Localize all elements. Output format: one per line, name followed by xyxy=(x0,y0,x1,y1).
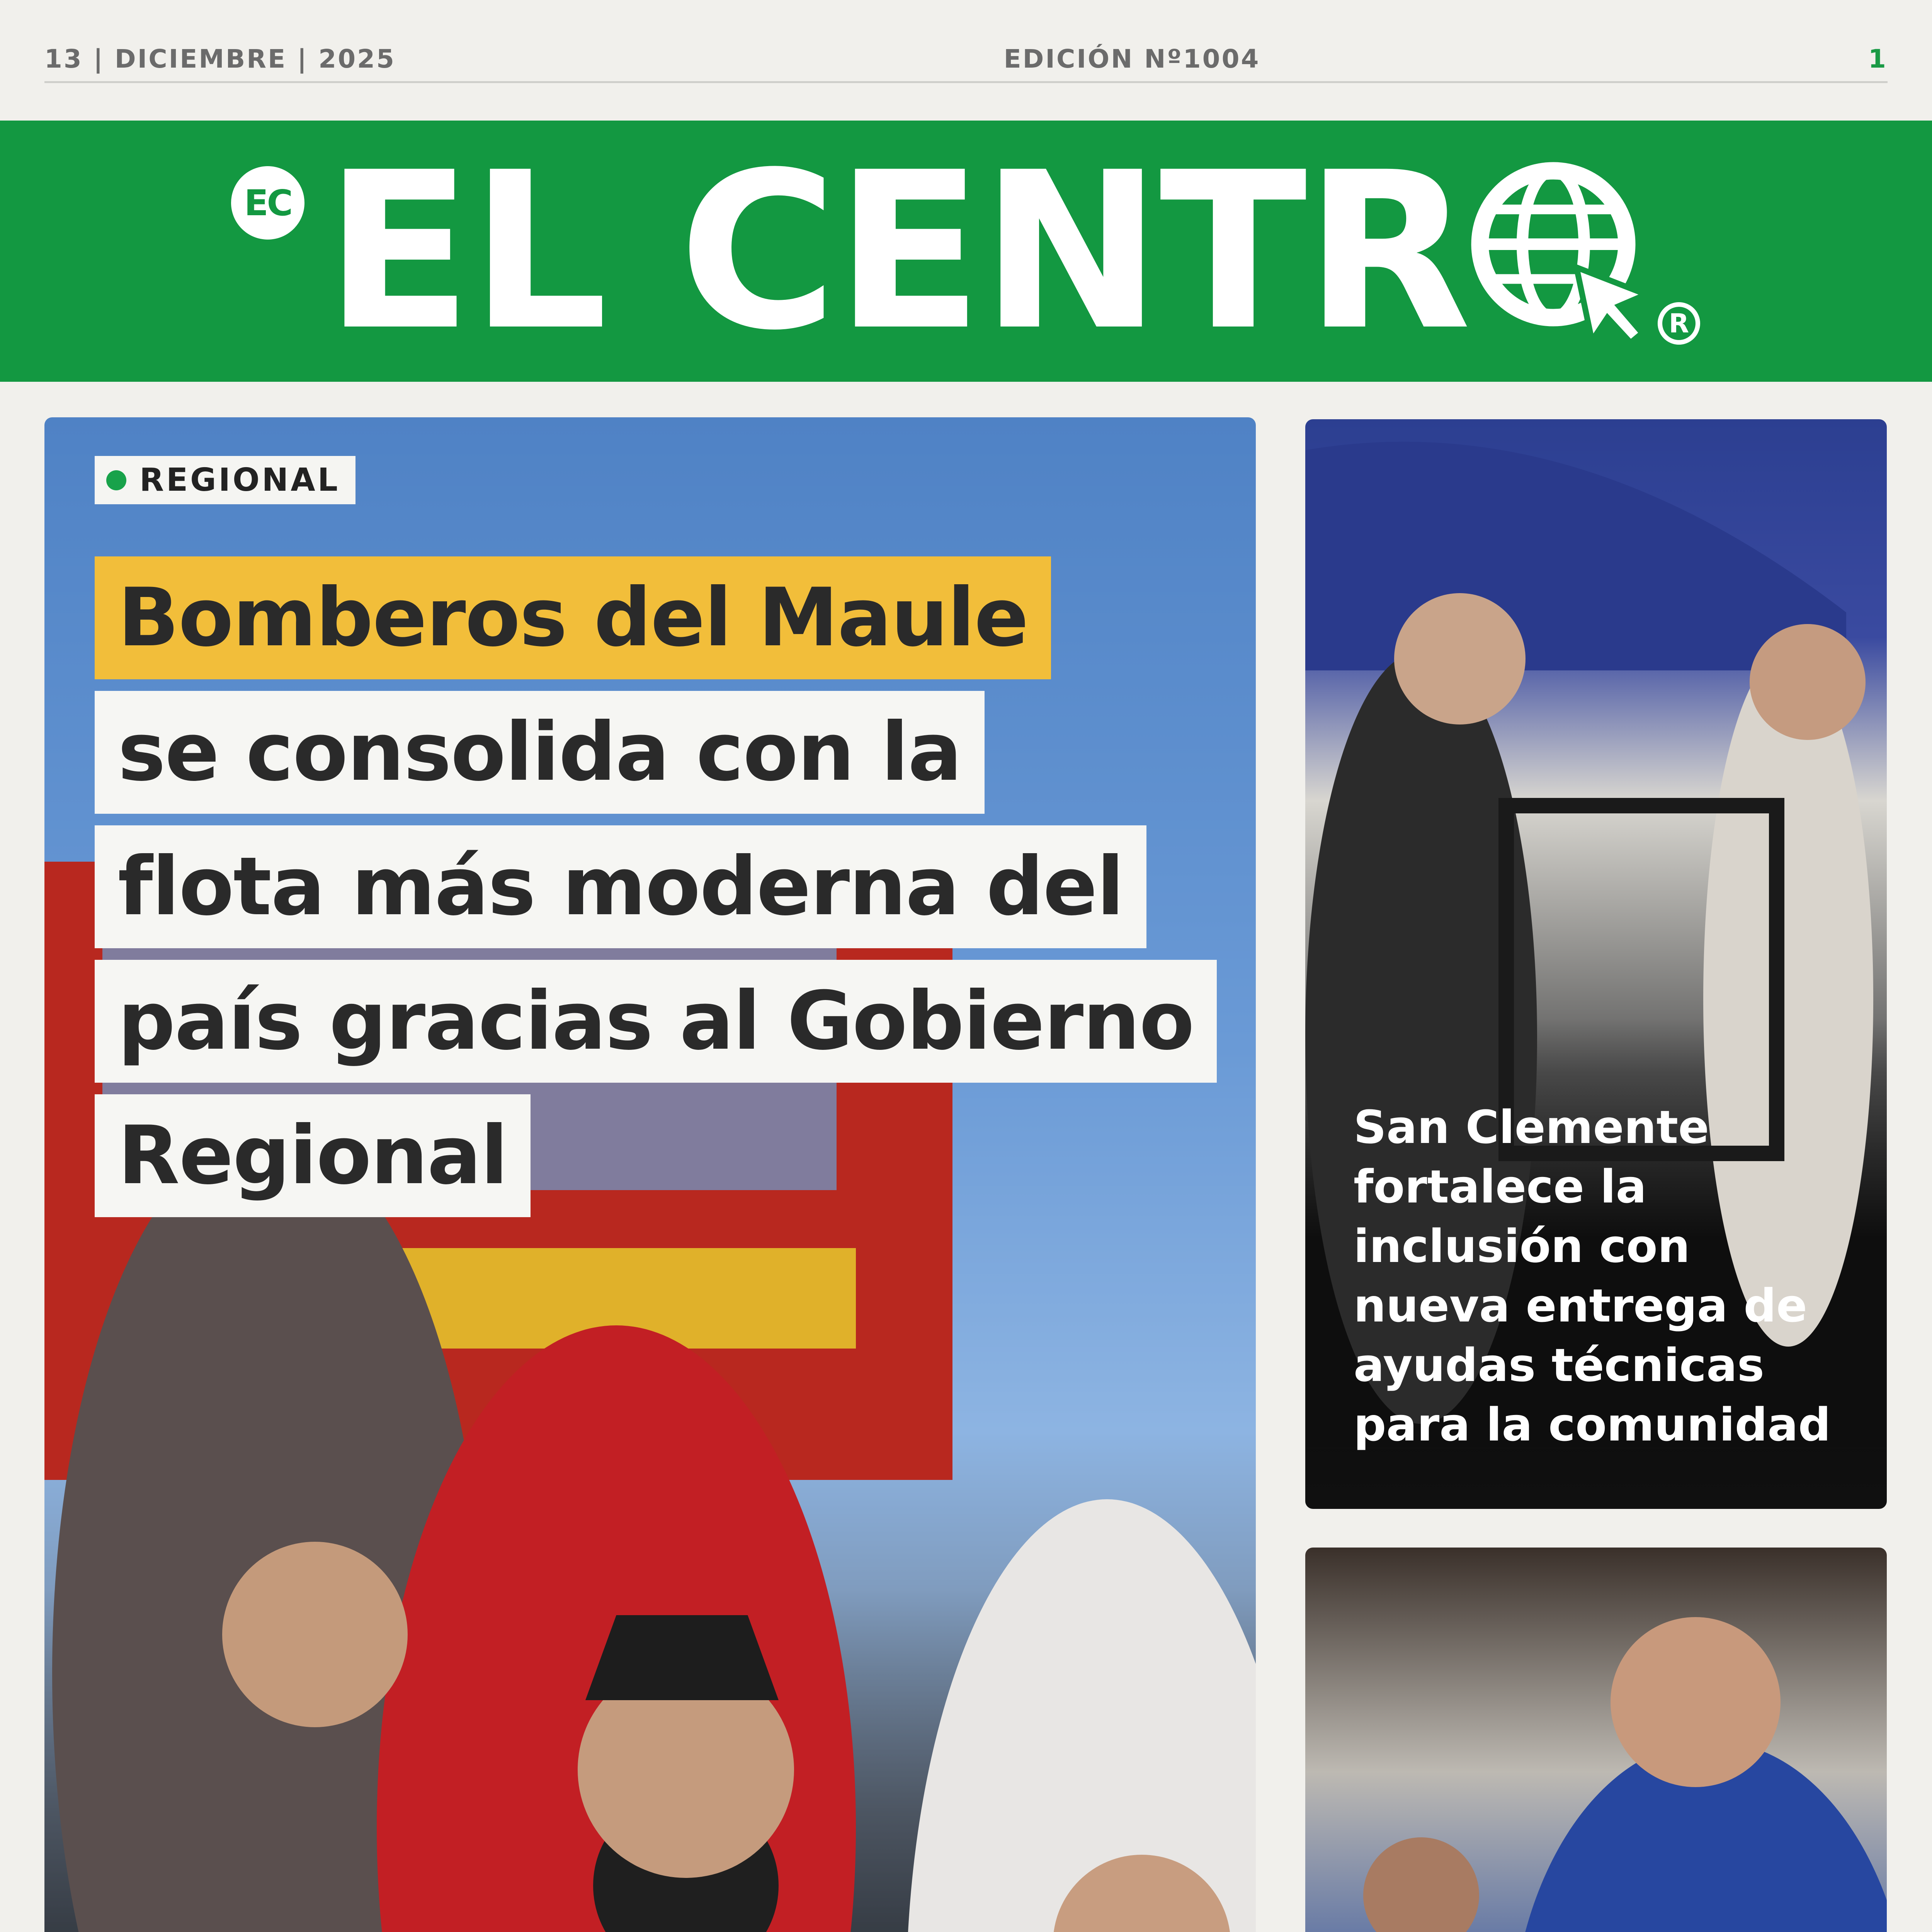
headline-line: Regional xyxy=(95,1094,531,1217)
title-line: para la comunidad xyxy=(1354,1398,1831,1451)
headline-line: país gracias al Gobierno xyxy=(95,960,1217,1083)
section-tag xyxy=(95,456,355,504)
title-line: inclusión con xyxy=(1354,1219,1690,1273)
title-line: ayudas técnicas xyxy=(1354,1338,1764,1392)
headline-line: Bomberos del Maule xyxy=(95,556,1051,679)
ec-badge-logo: EC xyxy=(231,166,304,240)
registered-mark: R xyxy=(1658,302,1700,345)
side-story-card[interactable] xyxy=(1305,1548,1887,1932)
side-story-title xyxy=(1354,1097,1864,1454)
meta-bar xyxy=(44,37,1888,83)
headline-line: se consolida con la xyxy=(95,691,985,814)
newspaper-name: EL CENTR xyxy=(325,126,1469,378)
main-story-card[interactable] xyxy=(44,417,1256,1932)
section-label: REGIONAL xyxy=(139,462,340,498)
section-dot-icon xyxy=(106,470,126,490)
side-story-photo xyxy=(1305,1548,1887,1932)
title-line: San Clemente xyxy=(1354,1100,1709,1154)
side-story-card[interactable] xyxy=(1305,419,1887,1509)
globe-cursor-icon xyxy=(1464,155,1658,349)
issue-date: 13 | DICIEMBRE | 2025 xyxy=(44,44,396,74)
main-headline[interactable] xyxy=(95,556,1217,1229)
page-number: 1 xyxy=(1868,44,1888,74)
title-line: fortalece la xyxy=(1354,1160,1647,1213)
edition-number: EDICIÓN Nº1004 xyxy=(1003,44,1260,74)
masthead xyxy=(0,121,1932,382)
headline-line: flota más moderna del xyxy=(95,825,1146,948)
title-line: nueva entrega de xyxy=(1354,1279,1808,1332)
